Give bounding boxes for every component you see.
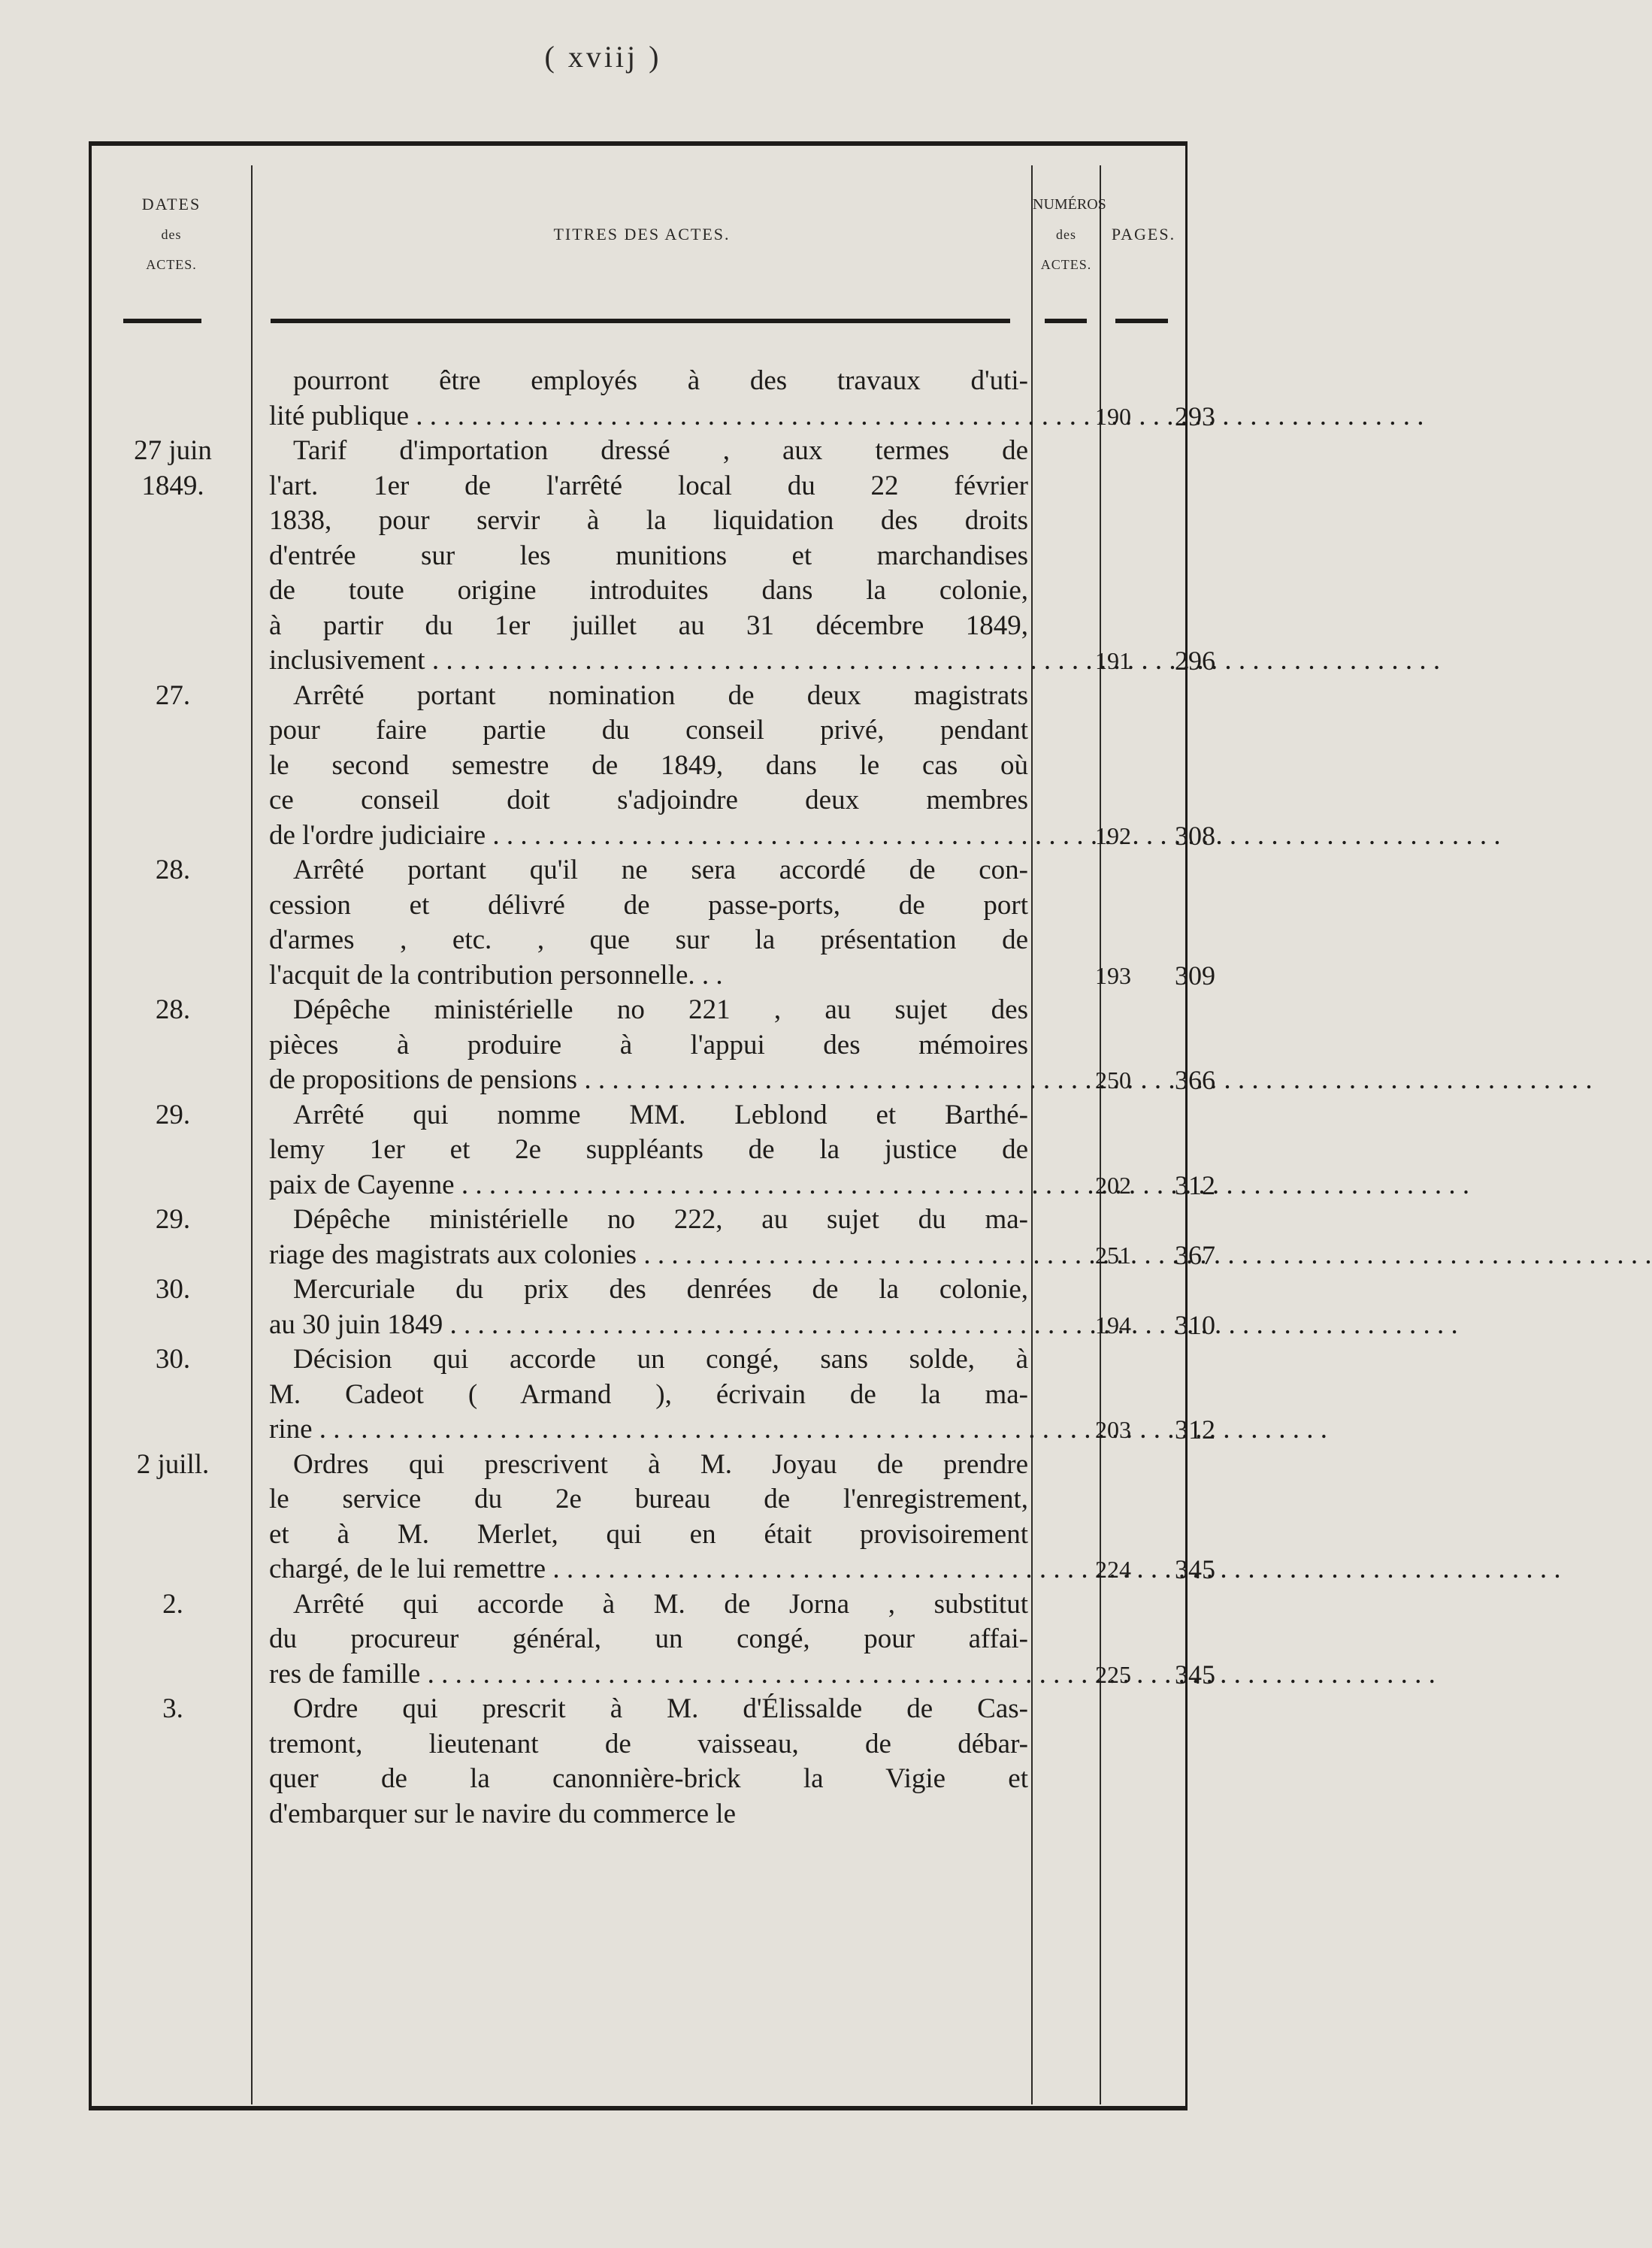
entry-page: 296 — [1175, 646, 1215, 676]
entry-number: 194 — [1095, 1311, 1131, 1339]
header-dates: DATES des ACTES. — [141, 195, 201, 272]
entry-page: 309 — [1175, 960, 1215, 991]
table-row — [98, 1098, 1215, 1203]
entry-date: 28. — [155, 994, 191, 1025]
entry-title: Ordre qui prescrit à M. d'Élissalde de Cas- tremont, lieutenant de vaisseau, de débar- quer de la canonnière-brick la Vigie et d'embarquer sur le navire du commerce le — [269, 1693, 1028, 1829]
entry-number: 202 — [1095, 1171, 1131, 1199]
table-row — [98, 434, 1215, 679]
entry-number: 251 — [1095, 1241, 1131, 1269]
entry-date: 28. — [155, 855, 191, 885]
page-folio: ( xviij ) — [544, 40, 662, 74]
header-rule — [271, 319, 1010, 323]
entry-date — [98, 364, 248, 434]
header-rule — [123, 319, 201, 323]
header-titles: TITRES DES ACTES. — [553, 225, 731, 244]
entry-page: 293 — [1175, 401, 1215, 431]
entry-number: 192 — [1095, 821, 1131, 849]
entry-title: pourront être employés à des travaux d'uti- lité publique . . . — [269, 364, 1028, 434]
table-row — [98, 1342, 1215, 1448]
table-row — [98, 853, 1215, 993]
table-row — [98, 1692, 1180, 1832]
header-pages: PAGES. — [1111, 225, 1176, 244]
entry-page: 366 — [1175, 1065, 1215, 1095]
entry-title: Dépêche ministérielle no 222, au sujet du ma- riage des magistrats aux colonies . . . — [269, 1203, 1028, 1272]
entry-page: 345 — [1175, 1659, 1215, 1690]
entry-date: 30. — [155, 1274, 191, 1305]
table-row — [98, 1587, 1215, 1693]
entry-date: 27. — [155, 679, 191, 711]
table-row — [98, 1448, 1215, 1587]
entry-number: 250 — [1095, 1067, 1131, 1094]
entry-page: 310 — [1175, 1309, 1215, 1340]
entry-date: 29. — [155, 1204, 191, 1235]
entry-page: 312 — [1175, 1169, 1215, 1200]
table-row — [98, 1272, 1215, 1342]
entry-title: Arrêté qui accorde à M. de Jorna , substitut du procureur général, un congé, pour affai- res de famille . . . — [269, 1587, 1028, 1693]
table-row — [98, 1203, 1215, 1272]
entry-title: Arrêté qui nomme MM. Leblond et Barthé- lemy 1er et 2e suppléants de la justice de paix de Cayenne . . . — [269, 1098, 1028, 1203]
entry-number: 190 — [1095, 402, 1131, 430]
header-rule — [1045, 319, 1087, 323]
entry-date: 2 juill. — [136, 1448, 210, 1480]
entry-number: 191 — [1095, 647, 1131, 674]
entry-title: Décision qui accorde un congé, sans solde, à M. Cadeot ( Armand ), écrivain de la ma- rine . . . — [269, 1342, 1028, 1448]
entry-page: 367 — [1175, 1239, 1215, 1270]
entry-date: 30. — [155, 1344, 191, 1375]
entry-title: Ordres qui prescrivent à M. Joyau de prendre le service du 2e bureau de l'enregistrement, et à M. Merlet, qui en était provisoirement chargé, de le lui remettre . . . — [269, 1448, 1028, 1587]
table-row — [98, 679, 1215, 854]
entry-page: 345 — [1175, 1554, 1215, 1584]
entry-title: Tarif d'importation dressé , aux termes de l'art. 1er de l'arrêté local du 22 février 1838, pour servir à la liquidation des droits d'entrée sur les munitions et marchandises de toute origine introduites dans la colonie, à partir du 1er juillet au 31 décembre 1849, inclusivement . . . — [269, 434, 1028, 679]
entry-title: Dépêche ministérielle no 221 , au sujet des pièces à produire à l'appui des mémoires de propositions de pensions . . . — [269, 993, 1028, 1098]
entry-number: 225 — [1095, 1660, 1131, 1688]
header-rule — [1115, 319, 1168, 323]
entry-title: Arrêté portant nomination de deux magistrats pour faire partie du conseil privé, pendant le second semestre de 1849, dans le cas où ce conseil doit s'adjoindre deux membres de l'ordre judiciaire . . . — [269, 679, 1028, 854]
entry-date: 29. — [155, 1099, 191, 1130]
header-numeros: NUMÉROS des ACTES. — [1033, 196, 1106, 272]
entry-number: 203 — [1095, 1416, 1131, 1443]
entry-title: Arrêté portant qu'il ne sera accordé de con- cession et délivré de passe-ports, de port d'armes , etc. , que sur la présentation de l'acquit de la contribution personnelle. . . — [269, 855, 1028, 991]
entry-page: 312 — [1175, 1414, 1215, 1445]
table-row — [98, 993, 1215, 1098]
entry-date: 3. — [162, 1693, 183, 1724]
entry-date: 2. — [162, 1588, 183, 1620]
entry-title: Mercuriale du prix des denrées de la colonie, au 30 juin 1849 . . . — [269, 1272, 1028, 1342]
entry-number: 193 — [1095, 961, 1131, 989]
entry-number: 224 — [1095, 1556, 1131, 1583]
entry-page: 308 — [1175, 820, 1215, 851]
entry-date: 27 juin 1849. — [134, 435, 212, 501]
table-row — [98, 364, 1215, 434]
